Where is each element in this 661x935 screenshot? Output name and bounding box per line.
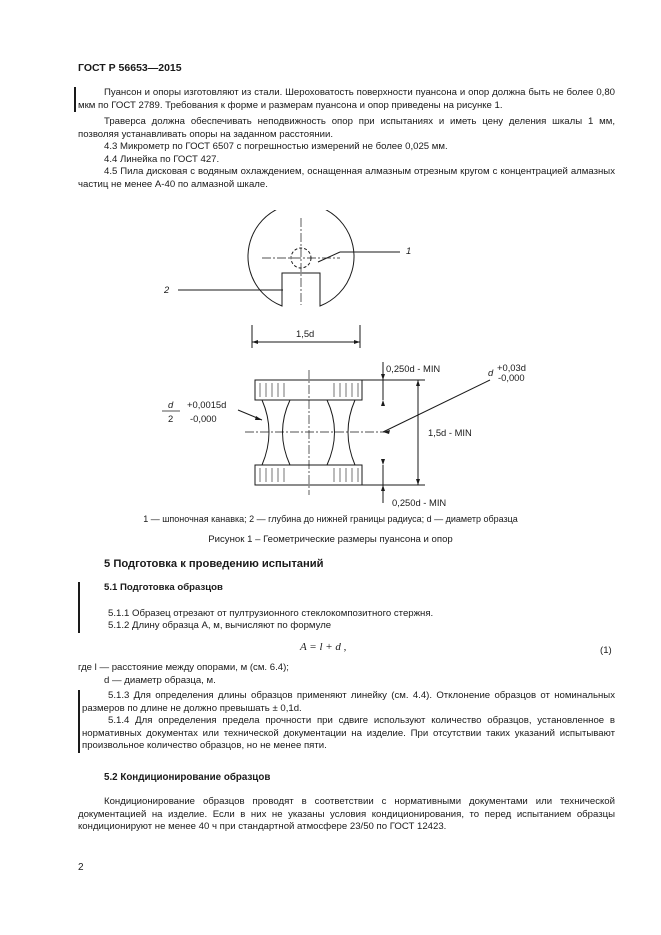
formula-1: A = l + d ,: [300, 641, 347, 653]
dim-width-text: 1,5d: [296, 328, 315, 339]
label-1: 1: [406, 245, 412, 256]
tol-minus-text: -0,000: [498, 372, 525, 383]
paragraph-513-block: [78, 690, 615, 753]
tol-d-text: d: [488, 367, 494, 378]
where-l: где l — расстояние между опорами, м (см. 6.4);: [78, 662, 289, 673]
dim-top-text: 0,250d - MIN: [386, 363, 441, 374]
dim-height-text: 1,5d - MIN: [428, 427, 472, 438]
label-2: 2: [164, 284, 170, 295]
paragraph-514: 5.1.4 Для определения предела прочности при сдвиге используют количество образцов, установленное в нормативных документах или технической документации на изделие. При отсутствии таких указаний испытывают произвольное количество образцов, но не менее пяти.: [82, 715, 615, 751]
dim-bottom-text: 0,250d - MIN: [392, 497, 447, 508]
paragraph-micrometer: 4.3 Микрометр по ГОСТ 6507 с погрешностью измерений не более 0,025 мм.: [104, 141, 448, 152]
paragraph-saw: 4.5 Пила дисковая с водяным охлаждением, оснащенная алмазным отрезным кругом с концентрацией алмазных частиц не менее А-40 по алмазной шкале.: [78, 166, 615, 190]
paragraph-ruler: 4.4 Линейка по ГОСТ 427.: [104, 153, 220, 165]
paragraph-511: 5.1.1 Образец отрезают от пултрузионного стеклокомпозитного стержня.: [108, 607, 434, 619]
subsection-5-2-title: 5.2 Кондиционирование образцов: [104, 772, 271, 783]
tol-plus-text: +0,03d: [497, 362, 526, 373]
figure-legend: 1 — шпоночная канавка; 2 — глубина до нижней границы радиуса; d — диаметр образца: [143, 514, 518, 524]
formula-1-number: (1): [600, 645, 612, 656]
paragraph-513: 5.1.3 Для определения длины образцов применяют линейку (см. 4.4). Отклонение образцов от номинальных размеров по длине не должно превышать ± 0,1d.: [82, 690, 615, 714]
where-d: d — диаметр образца, м.: [104, 674, 216, 686]
document-header: ГОСТ Р 56653—2015: [78, 62, 182, 74]
leader-tol: [383, 380, 490, 432]
left-plus-text: +0,0015d: [187, 399, 227, 410]
subsection-5-1-title: 5.1 Подготовка образцов: [104, 582, 223, 593]
left-den-text: 2: [168, 413, 174, 424]
intro-text: [78, 87, 615, 191]
figure-1-drawing: [0, 210, 661, 510]
left-minus-text: -0,000: [190, 413, 217, 424]
paragraph-512: 5.1.2 Длину образца A, м, вычисляют по формуле: [108, 620, 332, 631]
paragraph-52-block: [78, 796, 615, 834]
revision-bar-intro: [74, 87, 615, 112]
formula-where-block: [78, 662, 615, 687]
support-right: [327, 400, 355, 465]
subsection-5-1-block: [78, 582, 615, 633]
figure-caption: Рисунок 1 – Геометрические размеры пуансона и опор: [208, 534, 453, 545]
section-5-title: 5 Подготовка к проведению испытаний: [104, 558, 324, 570]
page-number: 2: [78, 862, 84, 873]
paragraph-crosshead: Траверса должна обеспечивать неподвижность опор при испытаниях и иметь цену деления шкалы 1 мм, позволяя устанавливать опоры на заданном расстоянии.: [78, 116, 615, 140]
paragraph-52: Кондиционирование образцов проводят в соответствии с нормативными документами или технической документацией на изделие. Если в них не указаны условия кондиционирования, то перед испытанием образцы кондиционируют не менее 40 ч при стандартной атмосфере 23/50 по ГОСТ 12423.: [78, 796, 615, 832]
paragraph-punch: Пуансон и опоры изготовляют из стали. Шероховатость поверхности пуансона и опор должна быть не более 0,80 мкм по ГОСТ 2789. Требования к форме и размерам пуансона и опор приведены на рисунке 1.: [78, 87, 615, 111]
support-left: [262, 400, 290, 465]
left-num-text: d: [168, 399, 174, 410]
